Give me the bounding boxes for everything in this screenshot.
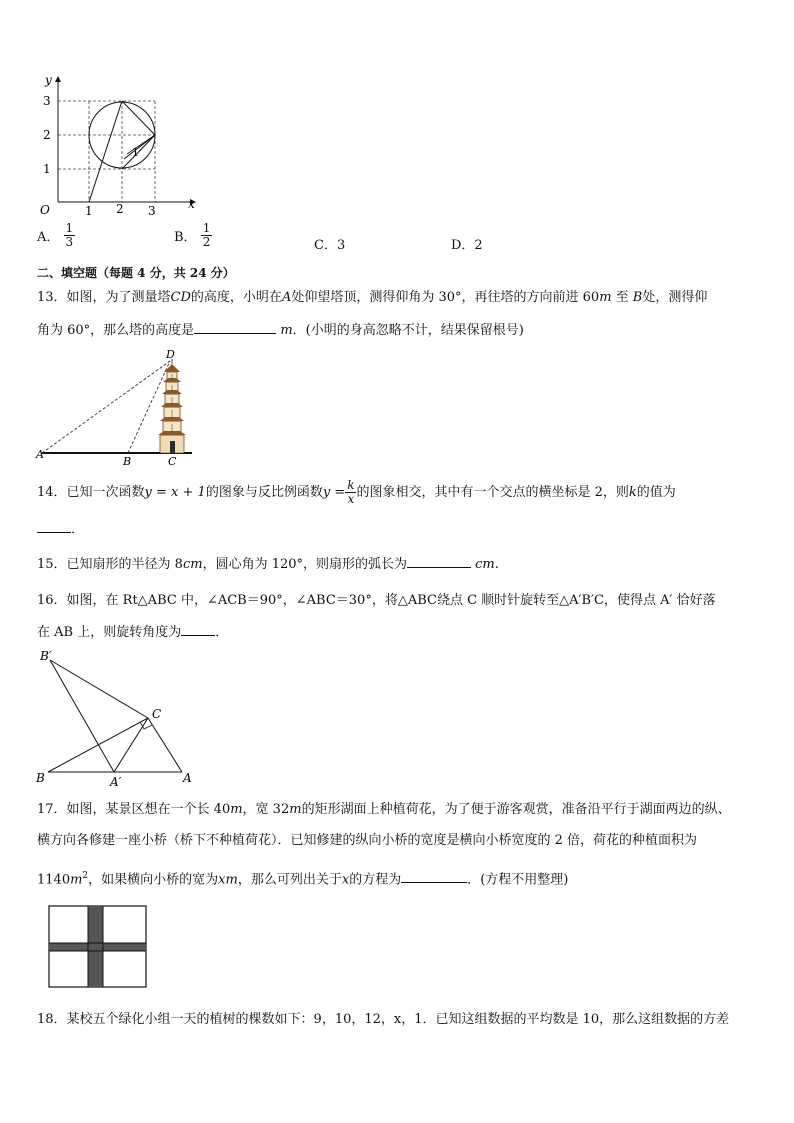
q17-line-1: 17．如图，某景区想在一个长 40m，宽 32m的矩形湖面上种植荷花，为了便于游客观赏，准备沿平行于湖面两边的纵、 [37, 802, 731, 817]
q17-answer-blank [401, 870, 467, 883]
q14-fraction: $\frac{k}{x}$ [347, 478, 355, 506]
q16-label-B: B [36, 771, 45, 785]
q16-triangle-figure [30, 646, 205, 788]
q14-answer-blank [37, 520, 71, 533]
q16-line-1: 16．如图，在 Rt△ABC 中，∠ACB＝90°，∠ABC＝30°，将△ABC绕点 C 顺时针旋转至△A′B′C，使得点 A′ 恰好落 [37, 593, 716, 608]
q13-line-2: 角为 60°，那么塔的高度是 m．(小明的身高忽略不计，结果保留根号) [37, 323, 524, 338]
q12-option-c: C．3 [314, 238, 346, 253]
q17-line-2: 横方向各修建一座小桥（桥下不种植荷花）．已知修建的纵向小桥的宽度是横向小桥宽度的 2 倍，荷花的种植面积为 [37, 833, 698, 848]
q16-label-Ap: A′ [110, 775, 122, 788]
q12-option-a [37, 222, 75, 249]
q14-line-1: 14．已知一次函数y = x + 1的图象与反比例函数y = $\frac{k}{x}$ 的图象相交，其中有一个交点的横坐标是 2，则k的值为 [37, 478, 676, 506]
q18-line-1: 18．某校五个绿化小组一天的植树的棵数如下：9，10，12，x，1．已知这组数据的平均数是 10，那么这组数据的方差 [37, 1012, 730, 1027]
pagoda-icon [158, 359, 186, 453]
q16-answer-blank [181, 623, 215, 636]
y-tick-2: 2 [43, 128, 51, 142]
x-tick-3: 3 [148, 204, 156, 218]
q17-line-3: $1140m^2$，如果横向小桥的宽为xm，那么可列出关于x的方程为 ．(方程不用整理) [37, 871, 569, 888]
q13-line-1: 13．如图，为了测量塔CD的高度，小明在A处仰望塔顶，测得仰角为 30°，再往塔的方向前进 60m 至 B处，测得仰 [37, 290, 708, 305]
q13-label-C: C [168, 455, 177, 468]
q16-label-A: A [183, 771, 192, 785]
q16-label-Bp: B′ [40, 649, 52, 663]
y-tick-3: 3 [43, 94, 51, 108]
inner-angle-label: 1 [132, 146, 139, 159]
q12-option-d: D．2 [451, 238, 483, 253]
option-b-label: B． [174, 230, 197, 245]
y-tick-1: 1 [43, 162, 51, 176]
option-b-fraction: $\frac{1}{2}$ [202, 221, 211, 249]
q13-label-D: D [166, 348, 175, 361]
q13-label-A: A [36, 448, 44, 461]
option-a-label: A． [37, 230, 60, 245]
q13-answer-blank [194, 321, 276, 334]
q16-line-2: 在 AB 上，则旋转角度为 ． [37, 625, 229, 640]
q12-option-b [174, 222, 212, 249]
q15-line: 15．已知扇形的半径为 8cm，圆心角为 120°，则扇形的弧长为 cm. [37, 557, 499, 572]
x-tick-1: 1 [85, 204, 93, 218]
q12-coordinate-graph [30, 74, 200, 220]
q14-line-2: ． [37, 520, 84, 539]
q16-label-C: C [152, 707, 162, 721]
q13-tower-figure [30, 347, 200, 469]
y-axis-label: y [45, 74, 52, 87]
origin-label: O [40, 203, 50, 217]
option-a-fraction: $\frac{1}{3}$ [65, 221, 74, 249]
section-heading: 二、填空题（每题 4 分，共 24 分） [37, 266, 235, 280]
x-tick-2: 2 [116, 202, 124, 216]
q15-answer-blank [407, 555, 471, 568]
q13-label-B: B [123, 455, 132, 468]
q17-lake-figure [48, 905, 148, 989]
x-axis-label: x [188, 197, 195, 211]
